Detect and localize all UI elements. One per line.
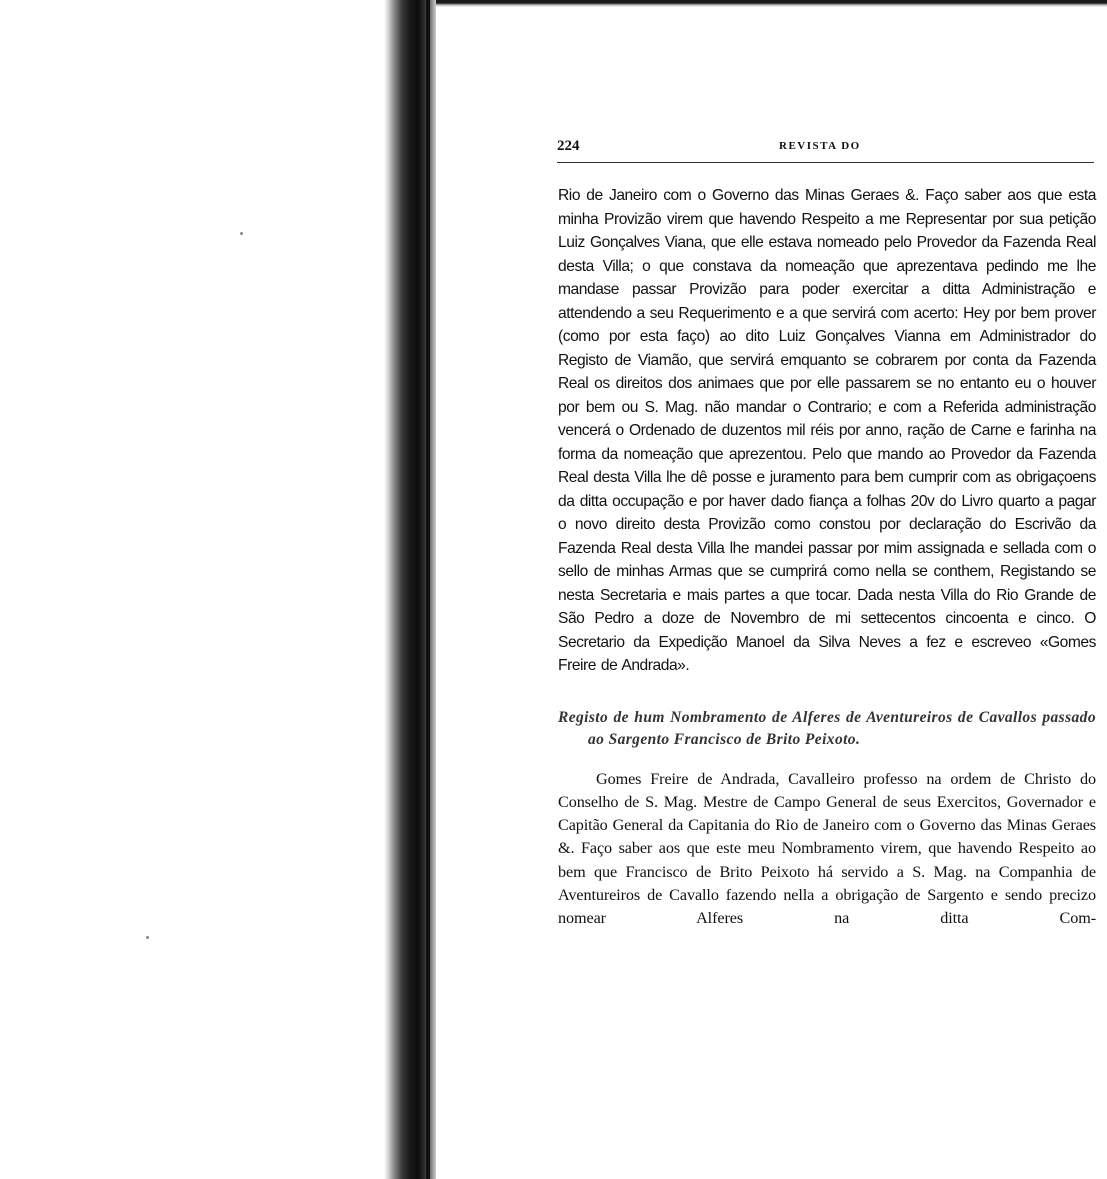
page-number: 224 (557, 138, 580, 154)
gutter-shadow-line (426, 0, 430, 1179)
page-top-edge (436, 0, 1107, 7)
text-column (558, 184, 1096, 931)
blank-facing-page (0, 0, 385, 1179)
section-heading: Registo de hum Nombramento de Alferes de Aventureiros de Cavallos passado ao Sargento Francisco de Brito Peixoto. (558, 708, 1096, 748)
second-paragraph: Gomes Freire de Andrada, Cavalleiro professo na ordem de Christo do Conselho de S. Mag. Mestre de Campo General de seus Exercitos, Governador e Capitão General da Capitania do Rio de Janeiro com o Governo das Minas Geraes &. Faço saber aos que este meu Nombramento virem, que havendo Respeito ao bem que Francisco de Brito Peixoto há servido a S. Mag. na Companhia de Aventureiros de Cavallo fazendo nella a obrigação de Sargento e sendo precizo nomear Alferes na ditta Com- (558, 769, 1096, 928)
paper-speck (146, 936, 149, 939)
paper-speck (240, 232, 243, 235)
running-title: REVISTA DO (779, 140, 861, 152)
running-head (557, 138, 1094, 163)
body-paragraph: Rio de Janeiro com o Governo das Minas Geraes &. Faço saber aos que esta minha Provizão virem que havendo Respeito a me Representar por sua petição Luiz Gonçalves Viana, que elle estava nomeado pelo Provedor da Fazenda Real desta Villa; o que constava da nomeação que aprezentava pedindo me lhe mandase passar Provizão para poder exercitar a ditta Administração e attendendo a seu Requerimento e a que servirá com acerto: Hey por bem prover (como por esta faço) ao dito Luiz Gonçalves Vianna em Administrador do Registo de Viamão, que servirá emquanto se cobrarem por conta da Fazenda Real os direitos dos animaes que por elle passarem se no entanto eu o houver por bem ou S. Mag. não mandar o Contrario; e com a Referida administração vencerá o Ordenado de duzentos mil réis por anno, ração de Carne e farinha na forma da nomeação que aprezentou. Pelo que mando ao Provedor da Fazenda Real desta Villa lhe dê posse e juramento para bem cumprir com as obrigaçoens da ditta occupação e por haver dado fiança a folhas 20v do Livro quarto a pagar o novo direito desta Provizão como constou por declaração do Escrivão da Fazenda Real desta Villa lhe mandei passar por mim assignada e sellada com o sello de minhas Armas que se cumprirá como nella se conthem, Registando se nesta Secretaria e mais partes a que tocar. Dada nesta Villa do Rio Grande de São Pedro a doze de Novembro de mi settecentos cincoenta e cinco. O Secretario da Expedição Manoel da Silva Neves a fez e escreveo «Gomes Freire de Andrada». (558, 187, 1096, 674)
